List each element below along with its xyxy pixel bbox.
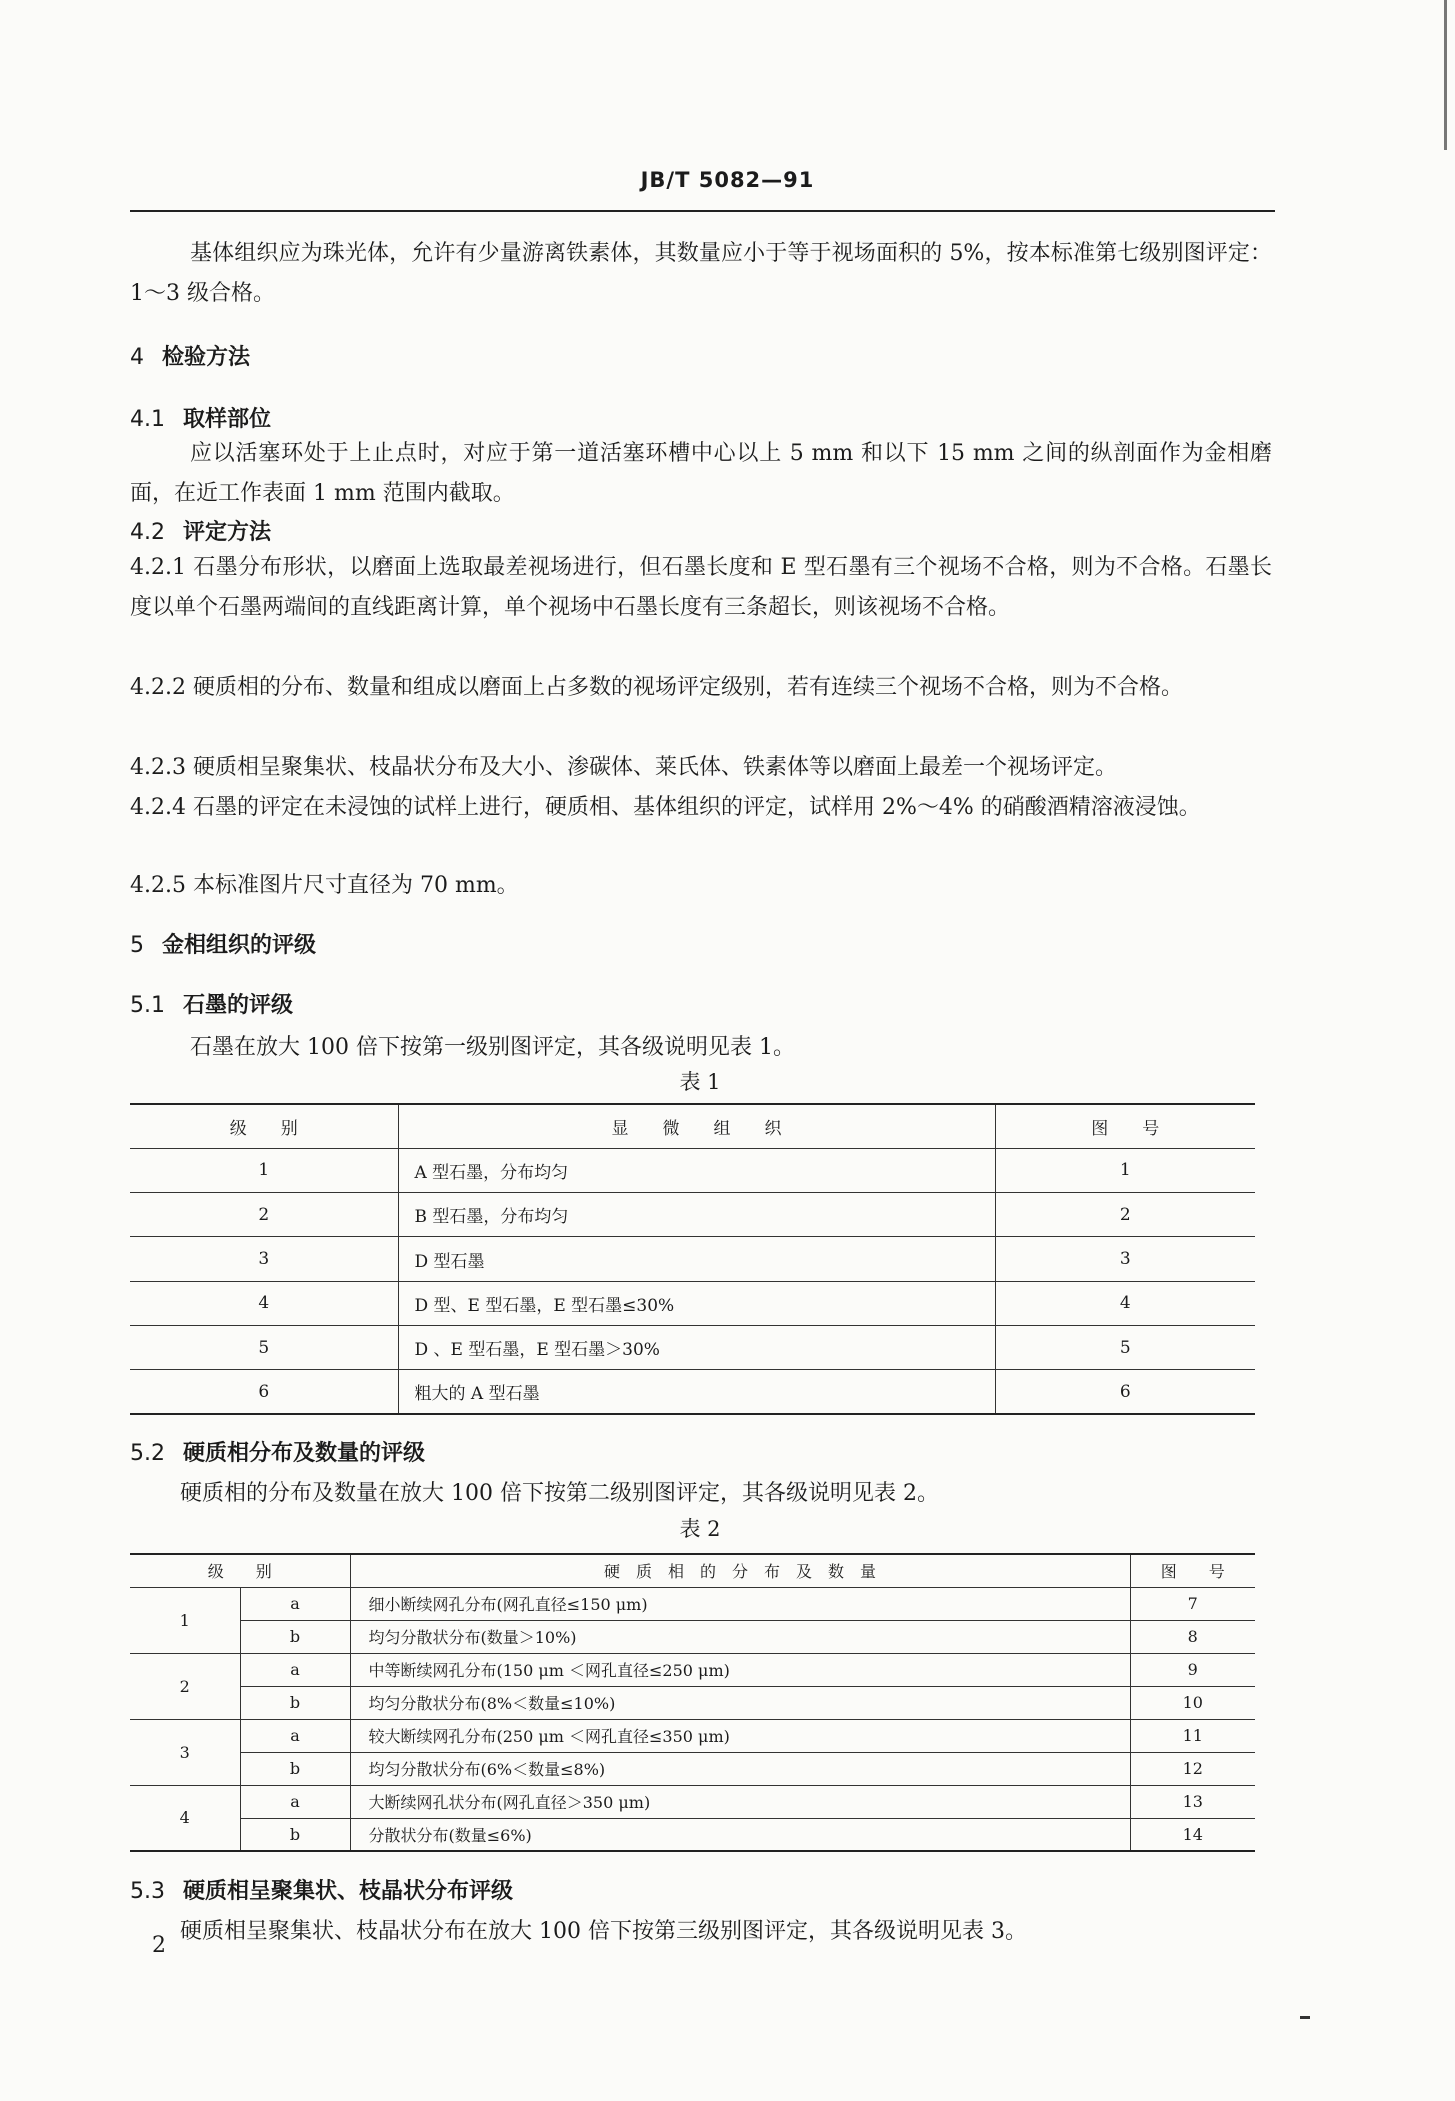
table-row (130, 1620, 1255, 1653)
figure-number-cell: 3 (995, 1237, 1255, 1281)
table-header-cell: 级 别 (130, 1104, 398, 1148)
description-cell: A 型石墨，分布均匀 (398, 1148, 995, 1192)
header-rule (130, 210, 1275, 212)
table-row (130, 1653, 1255, 1686)
subsection-number: 5.1 (130, 993, 165, 1018)
table-row (130, 1818, 1255, 1851)
description-cell: 细小断续网孔分布(网孔直径≤150 μm) (350, 1587, 1130, 1620)
figure-number-cell: 7 (1130, 1587, 1255, 1620)
section-4-heading (130, 340, 250, 371)
subsection-5-1-heading (130, 988, 293, 1019)
document-header: JB/T 5082—91 (640, 168, 815, 192)
description-cell: 分散状分布(数量≤6%) (350, 1818, 1130, 1851)
table-row (130, 1281, 1255, 1325)
subsection-4-1-text: 应以活塞环处于上止点时，对应于第一道活塞环槽中心以上 5 mm 和以下 15 mm 之间的纵剖面作为金相磨面，在近工作表面 1 mm 范围内截取。 (130, 441, 1272, 506)
clause-4-2-1: 4.2.1 石墨分布形状，以磨面上选取最差视场进行，但石墨长度和 E 型石墨有三个视场不合格，则为不合格。石墨长度以单个石墨两端间的直线距离计算，单个视场中石墨长度有三条超长，则该视场不合格。 (130, 555, 1272, 620)
subsection-5-2-text: 硬质相的分布及数量在放大 100 倍下按第二级别图评定，其各级说明见表 2。 (180, 1481, 939, 1506)
description-cell: 大断续网孔状分布(网孔直径＞350 μm) (350, 1785, 1130, 1818)
description-cell: D 型、E 型石墨，E 型石墨≤30% (398, 1281, 995, 1325)
clause-4-2-3: 4.2.3 硬质相呈聚集状、枝晶状分布及大小、渗碳体、莱氏体、铁素体等以磨面上最差一个视场评定。 (130, 755, 1117, 780)
section-number: 4 (130, 345, 144, 370)
table-row (130, 1193, 1255, 1237)
figure-number-cell: 10 (1130, 1686, 1255, 1719)
grade-cell: 1 (130, 1148, 398, 1192)
table-2 (130, 1553, 1255, 1852)
section-title: 金相组织的评级 (162, 933, 317, 958)
page-number: 2 (152, 1933, 166, 1958)
table-header-cell: 级 别 (130, 1554, 350, 1587)
grade-cell: 3 (130, 1237, 398, 1281)
section-title: 检验方法 (162, 345, 251, 370)
scan-speck (1300, 2016, 1310, 2019)
grade-cell: 5 (130, 1325, 398, 1369)
subsection-number: 4.2 (130, 520, 165, 545)
clause-4-2-5: 4.2.5 本标准图片尺寸直径为 70 mm。 (130, 873, 519, 898)
sub-grade-cell: b (240, 1818, 350, 1851)
table-1 (130, 1103, 1255, 1415)
section-number: 5 (130, 933, 144, 958)
subsection-number: 5.3 (130, 1879, 165, 1904)
subsection-5-3-heading (130, 1874, 513, 1905)
description-cell: 中等断续网孔分布(150 μm ＜网孔直径≤250 μm) (350, 1653, 1130, 1686)
sub-grade-cell: a (240, 1785, 350, 1818)
figure-number-cell: 13 (1130, 1785, 1255, 1818)
sub-grade-cell: a (240, 1653, 350, 1686)
figure-number-cell: 9 (1130, 1653, 1255, 1686)
clause-4-2-2: 4.2.2 硬质相的分布、数量和组成以磨面上占多数的视场评定级别，若有连续三个视场不合格，则为不合格。 (130, 675, 1183, 700)
subsection-number: 4.1 (130, 407, 165, 432)
grade-cell: 6 (130, 1370, 398, 1414)
subsection-4-2-heading (130, 515, 271, 546)
figure-number-cell: 14 (1130, 1818, 1255, 1851)
subsection-title: 硬质相呈聚集状、枝晶状分布评级 (183, 1879, 514, 1904)
figure-number-cell: 8 (1130, 1620, 1255, 1653)
subsection-title: 评定方法 (183, 520, 272, 545)
grade-cell: 4 (130, 1281, 398, 1325)
description-cell: 较大断续网孔分布(250 μm ＜网孔直径≤350 μm) (350, 1719, 1130, 1752)
grade-cell: 3 (130, 1719, 240, 1785)
table-row (130, 1785, 1255, 1818)
sub-grade-cell: b (240, 1620, 350, 1653)
table-header-row (130, 1554, 1255, 1587)
figure-number-cell: 6 (995, 1370, 1255, 1414)
sub-grade-cell: b (240, 1752, 350, 1785)
scan-edge (1444, 0, 1447, 150)
table-header-row (130, 1104, 1255, 1148)
clause-4-2-4: 4.2.4 石墨的评定在未浸蚀的试样上进行，硬质相、基体组织的评定，试样用 2%～4% 的硝酸酒精溶液浸蚀。 (130, 795, 1201, 820)
section-5-heading (130, 928, 316, 959)
description-cell: B 型石墨，分布均匀 (398, 1193, 995, 1237)
table-row (130, 1686, 1255, 1719)
table-row (130, 1587, 1255, 1620)
table-row (130, 1752, 1255, 1785)
subsection-5-1-text: 石墨在放大 100 倍下按第一级别图评定，其各级说明见表 1。 (190, 1035, 795, 1060)
table-row (130, 1719, 1255, 1752)
table-header-cell: 图 号 (995, 1104, 1255, 1148)
description-cell: 均匀分散状分布(8%＜数量≤10%) (350, 1686, 1130, 1719)
description-cell: 粗大的 A 型石墨 (398, 1370, 995, 1414)
subsection-number: 5.2 (130, 1441, 165, 1466)
figure-number-cell: 4 (995, 1281, 1255, 1325)
table-header-cell: 硬 质 相 的 分 布 及 数 量 (350, 1554, 1130, 1587)
figure-number-cell: 2 (995, 1193, 1255, 1237)
figure-number-cell: 12 (1130, 1752, 1255, 1785)
table-2-caption: 表 2 (679, 1517, 721, 1541)
table-row (130, 1148, 1255, 1192)
subsection-4-1-heading (130, 402, 271, 433)
grade-cell: 1 (130, 1587, 240, 1653)
subsection-title: 硬质相分布及数量的评级 (183, 1441, 426, 1466)
subsection-5-2-heading (130, 1436, 425, 1467)
table-row (130, 1237, 1255, 1281)
table-1-caption: 表 1 (679, 1070, 721, 1094)
figure-number-cell: 1 (995, 1148, 1255, 1192)
description-cell: 均匀分散状分布(数量＞10%) (350, 1620, 1130, 1653)
description-cell: D 、E 型石墨，E 型石墨＞30% (398, 1325, 995, 1369)
table-header-cell: 显 微 组 织 (398, 1104, 995, 1148)
subsection-title: 石墨的评级 (183, 993, 294, 1018)
description-cell: 均匀分散状分布(6%＜数量≤8%) (350, 1752, 1130, 1785)
grade-cell: 2 (130, 1193, 398, 1237)
sub-grade-cell: a (240, 1719, 350, 1752)
table-row (130, 1370, 1255, 1414)
figure-number-cell: 11 (1130, 1719, 1255, 1752)
intro-paragraph: 基体组织应为珠光体，允许有少量游离铁素体，其数量应小于等于视场面积的 5%，按本标准第七级别图评定：1～3 级合格。 (130, 241, 1272, 306)
grade-cell: 2 (130, 1653, 240, 1719)
figure-number-cell: 5 (995, 1325, 1255, 1369)
sub-grade-cell: b (240, 1686, 350, 1719)
description-cell: D 型石墨 (398, 1237, 995, 1281)
subsection-title: 取样部位 (183, 407, 272, 432)
table-row (130, 1325, 1255, 1369)
sub-grade-cell: a (240, 1587, 350, 1620)
table-header-cell: 图 号 (1130, 1554, 1255, 1587)
grade-cell: 4 (130, 1785, 240, 1851)
subsection-5-3-text: 硬质相呈聚集状、枝晶状分布在放大 100 倍下按第三级别图评定，其各级说明见表 3。 (180, 1919, 1027, 1944)
